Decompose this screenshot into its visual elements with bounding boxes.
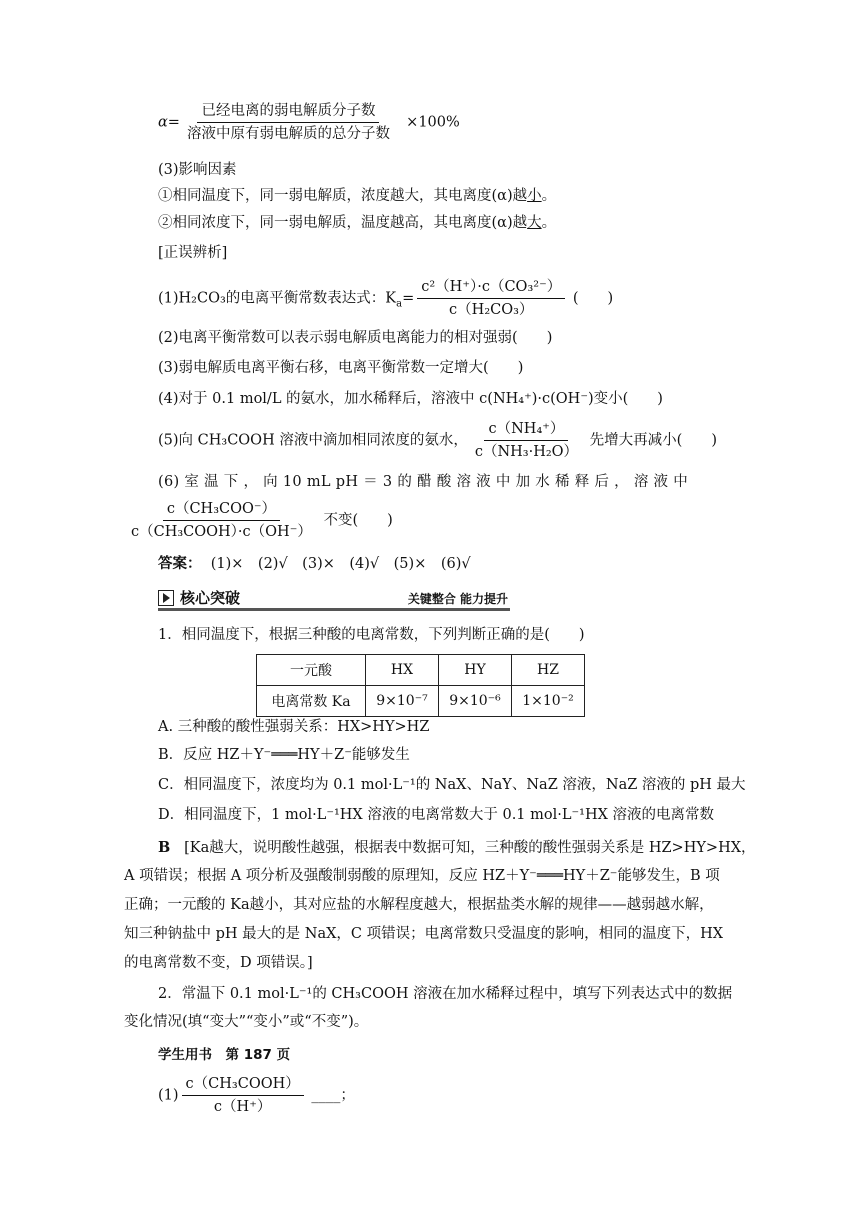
q1-fraction: $\frac{\text{c²（H⁺）·c（CO₃²⁻）}}{\text{c（H₂CO₃）}}$ [417, 278, 565, 319]
q1-option-d: D．相同温度下，1 mol·L⁻¹HX 溶液的电离常数大于 0.1 mol·L⁻¹HX 溶液的电离常数 [158, 807, 715, 823]
table-header-cell: HY [439, 655, 512, 686]
q1-explanation-3: 正确；一元酸的 Ka越小，其对应盐的水解程度越大，根据盐类水解的规律——越弱越水解， [124, 897, 714, 913]
q1-option-b: B．反应 HZ＋Y⁻═══HY＋Z⁻能够发生 [158, 747, 410, 763]
zhengwu-q4: (4)对于 0.1 mol/L 的氨水，加水稀释后，溶液中 c(NH₄⁺)·c(OH⁻)变小( ) [158, 391, 663, 407]
q1-option-c: C．相同温度下，浓度均为 0.1 mol·L⁻¹的 NaX、NaY、NaZ 溶液，NaZ 溶液的 pH 最大 [158, 777, 746, 793]
q2-stem-1: 2．常温下 0.1 mol·L⁻¹的 CH₃COOH 溶液在加水稀释过程中，填写下列表达式中的数据 [158, 986, 733, 1002]
alpha-denominator: 溶液中原有弱电解质的总分子数 [186, 126, 390, 142]
q1-explanation-2: A 项错误；根据 A 项分析及强酸制弱酸的原理知，反应 HZ＋Y⁻═══HY＋Z⁻能够发生，B 项 [124, 868, 720, 884]
table-header-cell: HX [366, 655, 439, 686]
banner-underline [158, 608, 510, 611]
answer-text: (1)× (2)√ (3)× (4)√ (5)× (6)√ [210, 556, 471, 572]
q2-p1-fraction: $\frac{\text{c（CH₃COOH）}}{c(H^+)}$ [182, 1075, 304, 1116]
factors-title: (3)影响因素 [158, 162, 237, 178]
zhengwu-q6-formula: $\frac{\text{c（CH₃COO⁻）}}{\text{c（CH₃COOH）·c（OH⁻）}}$ 不变( ) [124, 500, 393, 541]
table-row [257, 686, 585, 717]
answer-line [158, 554, 471, 574]
q1-explanation-1: B [Ka越大，说明酸性越强，根据表中数据可知，三种酸的酸性强弱关系是 HZ>HY>HX， [158, 839, 756, 856]
q1-explanation-4: 知三种钠盐中 pH 最大的是 NaX，C 项错误；电离常数只受温度的影响，相同的温度下，HX [124, 926, 724, 942]
zhengwu-q1: (1)H₂CO₃的电离平衡常数表达式：$K_a=$ $\frac{\text{c²（H⁺）·c（CO₃²⁻）}}{\text{c（H₂CO₃）}}$ ( ) [158, 279, 614, 318]
zhengwu-title: [正误辨析] [158, 245, 228, 261]
q1-stem: 1．相同温度下，根据三种酸的电离常数，下列判断正确的是( ) [158, 627, 585, 643]
answer-label: 答案： [158, 555, 202, 572]
factor-line-1: ①相同温度下，同一弱电解质，浓度越大，其电离度(α)越小。 [158, 188, 557, 204]
factor-answer-1: 小 [527, 188, 542, 204]
alpha-lhs: α= [158, 114, 180, 131]
q2-stem-2: 变化情况(填“变大”“变小”或“不变”)。 [124, 1014, 369, 1030]
factor-answer-2: 大 [527, 215, 542, 231]
q2-book-reference: 学生用书 第 187 页 [158, 1047, 291, 1063]
play-icon [158, 590, 174, 606]
banner-title: 核心突破 [180, 589, 241, 607]
alpha-formula [158, 102, 460, 143]
table-cell: 9×10⁻⁷ [366, 686, 439, 717]
zhengwu-q3: (3)弱电解质电离平衡右移，电离平衡常数一定增大( ) [158, 360, 524, 376]
zhengwu-q2: (2)电离平衡常数可以表示弱电解质电离能力的相对强弱( ) [158, 330, 553, 346]
table-row [257, 655, 585, 686]
q2-p1-blank: ____； [311, 1087, 355, 1104]
ka-table [256, 654, 585, 717]
factor-line-2: ②相同浓度下，同一弱电解质，温度越高，其电离度(α)越大。 [158, 215, 557, 231]
zhengwu-q6-line: (6) 室 温 下 ， 向 10 mL pH ＝ 3 的 醋 酸 溶 液 中 加 水 稀 释 后 ， 溶 液 中 [158, 474, 689, 490]
alpha-numerator: 已经电离的弱电解质分子数 [197, 102, 379, 123]
banner-subtitle: 关键整合 能力提升 [407, 592, 508, 606]
alpha-fraction [183, 102, 394, 143]
table-row-label: 电离常数 Ka [257, 686, 366, 717]
q1-option-a: A. 三种酸的酸性强弱关系：HX>HY>HZ [158, 719, 430, 735]
alpha-rhs: ×100% [406, 114, 460, 131]
q6-fraction: $\frac{\text{c（CH₃COO⁻）}}{\text{c（CH₃COOH）·c（OH⁻）}}$ [131, 501, 312, 540]
q1-answer-letter: B [158, 839, 171, 856]
table-header-cell: HZ [512, 655, 585, 686]
q2-part-1: (1) $\frac{\text{c（CH₃COOH）}}{c(H^+)}$ ____； [158, 1076, 355, 1115]
q1-explanation-5: 的电离常数不变，D 项错误。] [124, 955, 313, 971]
table-header-cell: 一元酸 [257, 655, 366, 686]
section-banner [158, 589, 510, 611]
table-cell: 9×10⁻⁶ [439, 686, 512, 717]
q5-fraction: $\frac{\text{c（NH₄⁺）}}{\text{c（NH₃·H₂O）}}$ [474, 421, 579, 460]
zhengwu-q5: (5)向 CH₃COOH 溶液中滴加相同浓度的氨水， $\frac{\text{c（NH₄⁺）}}{\text{c（NH₃·H₂O）}}$ 先增大再减小( ) [158, 421, 717, 460]
table-cell: 1×10⁻² [512, 686, 585, 717]
